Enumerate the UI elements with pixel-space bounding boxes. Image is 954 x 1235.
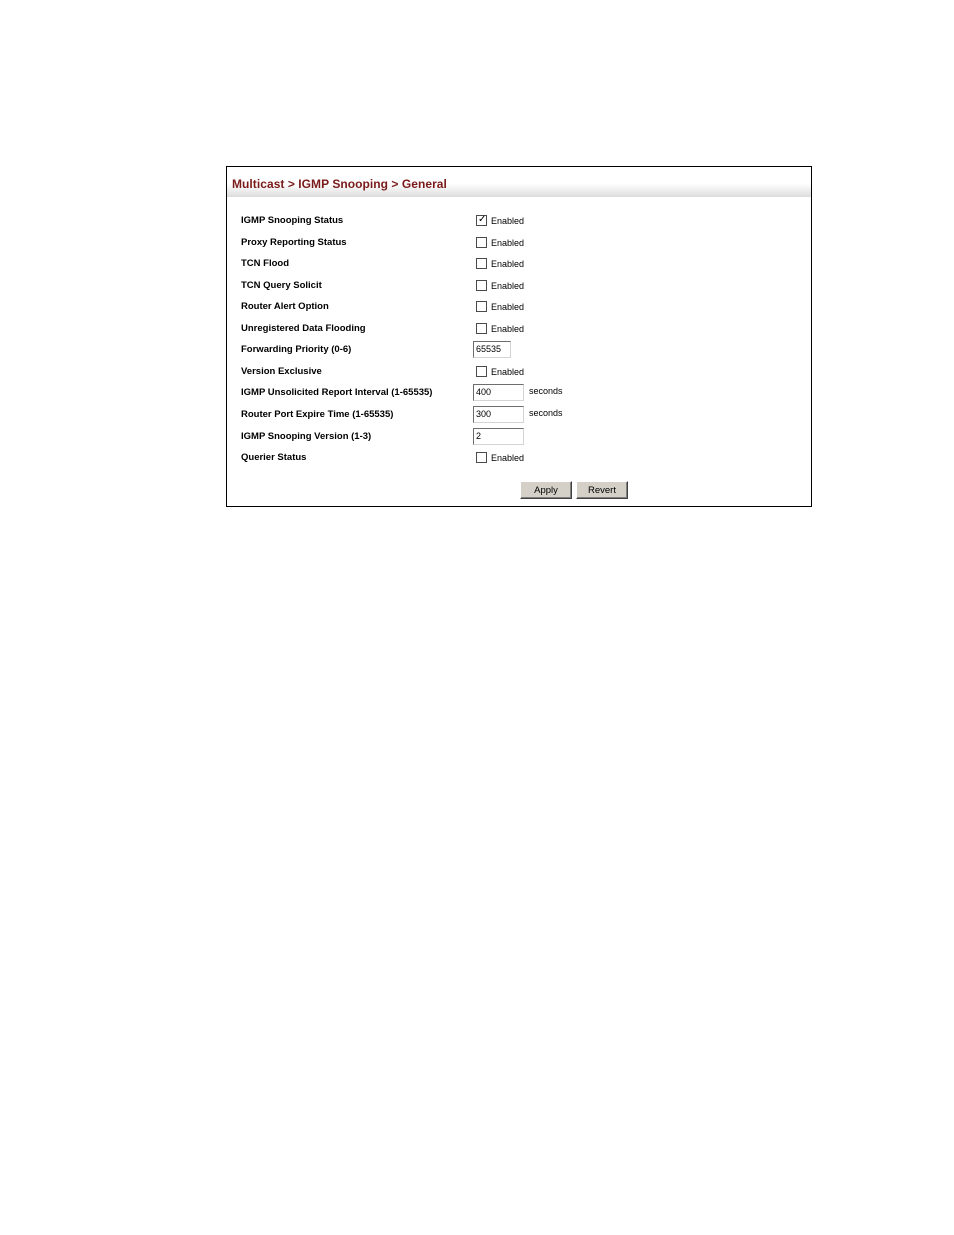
tcn-flood-checkbox[interactable] xyxy=(476,258,487,269)
row-unregistered-data-flooding xyxy=(227,320,811,340)
router-alert-option-label: Router Alert Option xyxy=(241,301,329,312)
row-tcn-flood xyxy=(227,255,811,275)
unregistered-data-flooding-label: Unregistered Data Flooding xyxy=(241,323,366,334)
checkmark-icon: ✓ xyxy=(478,214,487,225)
revert-button[interactable]: Revert xyxy=(576,481,628,499)
router-alert-option-checkbox[interactable] xyxy=(476,301,487,312)
tcn-query-solicit-checkbox[interactable] xyxy=(476,280,487,291)
unsolicited-report-interval-input[interactable]: 400 xyxy=(473,384,524,401)
tcn-query-solicit-enabled-label: Enabled xyxy=(491,281,525,291)
apply-button[interactable]: Apply xyxy=(520,481,572,499)
querier-status-enabled-label: Enabled xyxy=(491,453,525,463)
router-port-expire-time-unit: seconds xyxy=(529,408,563,418)
panel-header xyxy=(227,167,811,197)
tcn-query-solicit-label: TCN Query Solicit xyxy=(241,280,322,291)
version-exclusive-checkbox[interactable] xyxy=(476,366,487,377)
tcn-flood-enabled-label: Enabled xyxy=(491,259,525,269)
row-unsolicited-report-interval xyxy=(227,384,811,404)
unregistered-data-flooding-enabled-label: Enabled xyxy=(491,324,525,334)
igmp-snooping-status-checkbox[interactable] xyxy=(476,215,487,226)
igmp-snooping-status-label: IGMP Snooping Status xyxy=(241,215,344,226)
router-port-expire-time-input[interactable]: 300 xyxy=(473,406,524,423)
forwarding-priority-label: Forwarding Priority (0-6) xyxy=(241,344,352,355)
row-querier-status xyxy=(227,449,811,469)
proxy-reporting-status-label: Proxy Reporting Status xyxy=(241,237,347,248)
querier-status-label: Querier Status xyxy=(241,452,307,463)
version-exclusive-enabled-label: Enabled xyxy=(491,367,525,377)
row-tcn-query-solicit xyxy=(227,277,811,297)
proxy-reporting-status-checkbox[interactable] xyxy=(476,237,487,248)
igmp-snooping-version-input[interactable]: 2 xyxy=(473,428,524,445)
row-router-alert-option xyxy=(227,298,811,318)
igmp-snooping-version-label: IGMP Snooping Version (1-3) xyxy=(241,431,372,442)
querier-status-checkbox[interactable] xyxy=(476,452,487,463)
proxy-reporting-status-enabled-label: Enabled xyxy=(491,238,525,248)
router-alert-option-enabled-label: Enabled xyxy=(491,302,525,312)
tcn-flood-label: TCN Flood xyxy=(241,258,290,269)
router-port-expire-time-label: Router Port Expire Time (1-65535) xyxy=(241,409,394,420)
row-router-port-expire-time xyxy=(227,406,811,426)
unregistered-data-flooding-checkbox[interactable] xyxy=(476,323,487,334)
row-igmp-snooping-version xyxy=(227,428,811,448)
version-exclusive-label: Version Exclusive xyxy=(241,366,322,377)
row-forwarding-priority xyxy=(227,341,811,361)
igmp-snooping-status-enabled-label: Enabled xyxy=(491,216,525,226)
unsolicited-report-interval-label: IGMP Unsolicited Report Interval (1-65535) xyxy=(241,387,433,398)
forwarding-priority-input[interactable]: 65535 xyxy=(473,341,511,358)
row-version-exclusive xyxy=(227,363,811,383)
igmp-snooping-general-panel xyxy=(226,166,812,507)
unsolicited-report-interval-unit: seconds xyxy=(529,386,563,396)
row-igmp-snooping-status xyxy=(227,212,811,232)
breadcrumb: Multicast > IGMP Snooping > General xyxy=(232,177,447,191)
row-proxy-reporting-status xyxy=(227,234,811,254)
